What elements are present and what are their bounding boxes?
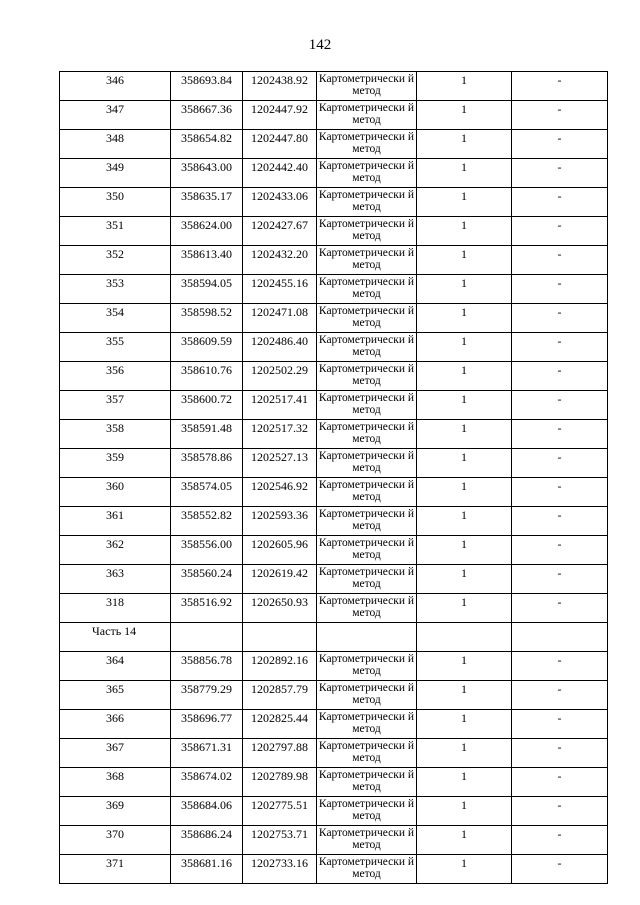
note-cell: - (512, 536, 608, 565)
point-number-cell: 359 (60, 449, 171, 478)
note-cell: - (512, 507, 608, 536)
method-cell: Картометрически й метод (317, 420, 417, 449)
empty-cell (317, 623, 417, 652)
y-coordinate-cell: 1202650.93 (243, 594, 317, 623)
note-cell: - (512, 681, 608, 710)
method-cell: Картометрически й метод (317, 652, 417, 681)
table-row (60, 333, 608, 362)
x-coordinate-cell: 358516.92 (171, 594, 243, 623)
accuracy-cell: 1 (417, 536, 512, 565)
note-cell: - (512, 333, 608, 362)
x-coordinate-cell: 358635.17 (171, 188, 243, 217)
method-cell: Картометрически й метод (317, 739, 417, 768)
x-coordinate-cell: 358856.78 (171, 652, 243, 681)
point-number-cell: 364 (60, 652, 171, 681)
accuracy-cell: 1 (417, 855, 512, 884)
accuracy-cell: 1 (417, 826, 512, 855)
y-coordinate-cell: 1202527.13 (243, 449, 317, 478)
section-title: Часть 14 (60, 623, 171, 652)
x-coordinate-cell: 358696.77 (171, 710, 243, 739)
point-number-cell: 361 (60, 507, 171, 536)
point-number-cell: 371 (60, 855, 171, 884)
y-coordinate-cell: 1202892.16 (243, 652, 317, 681)
point-number-cell: 365 (60, 681, 171, 710)
method-cell: Картометрически й метод (317, 391, 417, 420)
note-cell: - (512, 565, 608, 594)
note-cell: - (512, 420, 608, 449)
accuracy-cell: 1 (417, 420, 512, 449)
y-coordinate-cell: 1202619.42 (243, 565, 317, 594)
method-cell: Картометрически й метод (317, 826, 417, 855)
table-row (60, 391, 608, 420)
x-coordinate-cell: 358684.06 (171, 797, 243, 826)
accuracy-cell: 1 (417, 768, 512, 797)
accuracy-cell: 1 (417, 159, 512, 188)
x-coordinate-cell: 358667.36 (171, 101, 243, 130)
note-cell: - (512, 449, 608, 478)
y-coordinate-cell: 1202447.80 (243, 130, 317, 159)
point-number-cell: 353 (60, 275, 171, 304)
point-number-cell: 363 (60, 565, 171, 594)
table-row (60, 72, 608, 101)
empty-cell (417, 623, 512, 652)
note-cell: - (512, 304, 608, 333)
point-number-cell: 354 (60, 304, 171, 333)
method-cell: Картометрически й метод (317, 536, 417, 565)
note-cell: - (512, 594, 608, 623)
x-coordinate-cell: 358686.24 (171, 826, 243, 855)
y-coordinate-cell: 1202471.08 (243, 304, 317, 333)
point-number-cell: 369 (60, 797, 171, 826)
section-row (60, 623, 608, 652)
y-coordinate-cell: 1202517.41 (243, 391, 317, 420)
x-coordinate-cell: 358674.02 (171, 768, 243, 797)
accuracy-cell: 1 (417, 507, 512, 536)
x-coordinate-cell: 358610.76 (171, 362, 243, 391)
note-cell: - (512, 652, 608, 681)
x-coordinate-cell: 358681.16 (171, 855, 243, 884)
accuracy-cell: 1 (417, 275, 512, 304)
y-coordinate-cell: 1202593.36 (243, 507, 317, 536)
y-coordinate-cell: 1202789.98 (243, 768, 317, 797)
x-coordinate-cell: 358693.84 (171, 72, 243, 101)
x-coordinate-cell: 358552.82 (171, 507, 243, 536)
table-row (60, 797, 608, 826)
note-cell: - (512, 130, 608, 159)
y-coordinate-cell: 1202797.88 (243, 739, 317, 768)
point-number-cell: 352 (60, 246, 171, 275)
table-row (60, 130, 608, 159)
y-coordinate-cell: 1202733.16 (243, 855, 317, 884)
x-coordinate-cell: 358671.31 (171, 739, 243, 768)
method-cell: Картометрически й метод (317, 246, 417, 275)
table-row (60, 217, 608, 246)
method-cell: Картометрически й метод (317, 217, 417, 246)
note-cell: - (512, 797, 608, 826)
point-number-cell: 349 (60, 159, 171, 188)
y-coordinate-cell: 1202455.16 (243, 275, 317, 304)
accuracy-cell: 1 (417, 130, 512, 159)
x-coordinate-cell: 358598.52 (171, 304, 243, 333)
table-row (60, 449, 608, 478)
point-number-cell: 346 (60, 72, 171, 101)
x-coordinate-cell: 358609.59 (171, 333, 243, 362)
empty-cell (243, 623, 317, 652)
table-row (60, 507, 608, 536)
table-row (60, 275, 608, 304)
point-number-cell: 348 (60, 130, 171, 159)
x-coordinate-cell: 358560.24 (171, 565, 243, 594)
accuracy-cell: 1 (417, 246, 512, 275)
accuracy-cell: 1 (417, 188, 512, 217)
method-cell: Картометрически й метод (317, 681, 417, 710)
method-cell: Картометрически й метод (317, 72, 417, 101)
accuracy-cell: 1 (417, 72, 512, 101)
y-coordinate-cell: 1202432.20 (243, 246, 317, 275)
method-cell: Картометрически й метод (317, 797, 417, 826)
empty-cell (171, 623, 243, 652)
point-number-cell: 358 (60, 420, 171, 449)
accuracy-cell: 1 (417, 739, 512, 768)
point-number-cell: 370 (60, 826, 171, 855)
x-coordinate-cell: 358613.40 (171, 246, 243, 275)
accuracy-cell: 1 (417, 362, 512, 391)
table-row (60, 101, 608, 130)
method-cell: Картометрически й метод (317, 362, 417, 391)
point-number-cell: 351 (60, 217, 171, 246)
y-coordinate-cell: 1202517.32 (243, 420, 317, 449)
table-row (60, 246, 608, 275)
y-coordinate-cell: 1202546.92 (243, 478, 317, 507)
table-row (60, 478, 608, 507)
note-cell: - (512, 739, 608, 768)
method-cell: Картометрически й метод (317, 275, 417, 304)
accuracy-cell: 1 (417, 681, 512, 710)
y-coordinate-cell: 1202427.67 (243, 217, 317, 246)
x-coordinate-cell: 358556.00 (171, 536, 243, 565)
note-cell: - (512, 855, 608, 884)
note-cell: - (512, 362, 608, 391)
method-cell: Картометрически й метод (317, 449, 417, 478)
y-coordinate-cell: 1202753.71 (243, 826, 317, 855)
x-coordinate-cell: 358578.86 (171, 449, 243, 478)
y-coordinate-cell: 1202486.40 (243, 333, 317, 362)
method-cell: Картометрически й метод (317, 101, 417, 130)
method-cell: Картометрически й метод (317, 768, 417, 797)
method-cell: Картометрически й метод (317, 188, 417, 217)
accuracy-cell: 1 (417, 478, 512, 507)
note-cell: - (512, 391, 608, 420)
point-number-cell: 368 (60, 768, 171, 797)
method-cell: Картометрически й метод (317, 159, 417, 188)
point-number-cell: 367 (60, 739, 171, 768)
point-number-cell: 318 (60, 594, 171, 623)
point-number-cell: 357 (60, 391, 171, 420)
table-row (60, 565, 608, 594)
x-coordinate-cell: 358594.05 (171, 275, 243, 304)
note-cell: - (512, 275, 608, 304)
y-coordinate-cell: 1202433.06 (243, 188, 317, 217)
table-row (60, 420, 608, 449)
method-cell: Картометрически й метод (317, 478, 417, 507)
note-cell: - (512, 101, 608, 130)
table-row (60, 159, 608, 188)
method-cell: Картометрически й метод (317, 710, 417, 739)
table-row (60, 826, 608, 855)
table-row (60, 188, 608, 217)
y-coordinate-cell: 1202447.92 (243, 101, 317, 130)
x-coordinate-cell: 358779.29 (171, 681, 243, 710)
accuracy-cell: 1 (417, 449, 512, 478)
page-number: 142 (308, 37, 332, 53)
x-coordinate-cell: 358624.00 (171, 217, 243, 246)
table-row (60, 652, 608, 681)
note-cell: - (512, 478, 608, 507)
accuracy-cell: 1 (417, 594, 512, 623)
method-cell: Картометрически й метод (317, 855, 417, 884)
point-number-cell: 347 (60, 101, 171, 130)
note-cell: - (512, 188, 608, 217)
x-coordinate-cell: 358574.05 (171, 478, 243, 507)
point-number-cell: 355 (60, 333, 171, 362)
method-cell: Картометрически й метод (317, 304, 417, 333)
y-coordinate-cell: 1202775.51 (243, 797, 317, 826)
y-coordinate-cell: 1202438.92 (243, 72, 317, 101)
accuracy-cell: 1 (417, 565, 512, 594)
x-coordinate-cell: 358643.00 (171, 159, 243, 188)
x-coordinate-cell: 358600.72 (171, 391, 243, 420)
method-cell: Картометрически й метод (317, 333, 417, 362)
point-number-cell: 360 (60, 478, 171, 507)
point-number-cell: 362 (60, 536, 171, 565)
accuracy-cell: 1 (417, 304, 512, 333)
coordinates-table (59, 71, 608, 884)
y-coordinate-cell: 1202857.79 (243, 681, 317, 710)
table-row (60, 710, 608, 739)
point-number-cell: 366 (60, 710, 171, 739)
accuracy-cell: 1 (417, 333, 512, 362)
y-coordinate-cell: 1202825.44 (243, 710, 317, 739)
table-row (60, 855, 608, 884)
empty-cell (512, 623, 608, 652)
note-cell: - (512, 768, 608, 797)
method-cell: Картометрически й метод (317, 507, 417, 536)
y-coordinate-cell: 1202442.40 (243, 159, 317, 188)
note-cell: - (512, 710, 608, 739)
table-row (60, 304, 608, 333)
table-row (60, 536, 608, 565)
accuracy-cell: 1 (417, 652, 512, 681)
note-cell: - (512, 159, 608, 188)
table-row (60, 768, 608, 797)
table-row (60, 594, 608, 623)
accuracy-cell: 1 (417, 217, 512, 246)
x-coordinate-cell: 358591.48 (171, 420, 243, 449)
method-cell: Картометрически й метод (317, 594, 417, 623)
method-cell: Картометрически й метод (317, 130, 417, 159)
method-cell: Картометрически й метод (317, 565, 417, 594)
accuracy-cell: 1 (417, 710, 512, 739)
coordinates-table-body (60, 72, 608, 884)
accuracy-cell: 1 (417, 797, 512, 826)
note-cell: - (512, 246, 608, 275)
x-coordinate-cell: 358654.82 (171, 130, 243, 159)
note-cell: - (512, 826, 608, 855)
accuracy-cell: 1 (417, 391, 512, 420)
point-number-cell: 350 (60, 188, 171, 217)
table-row (60, 681, 608, 710)
y-coordinate-cell: 1202502.29 (243, 362, 317, 391)
table-row (60, 739, 608, 768)
table-row (60, 362, 608, 391)
y-coordinate-cell: 1202605.96 (243, 536, 317, 565)
point-number-cell: 356 (60, 362, 171, 391)
accuracy-cell: 1 (417, 101, 512, 130)
note-cell: - (512, 217, 608, 246)
note-cell: - (512, 72, 608, 101)
